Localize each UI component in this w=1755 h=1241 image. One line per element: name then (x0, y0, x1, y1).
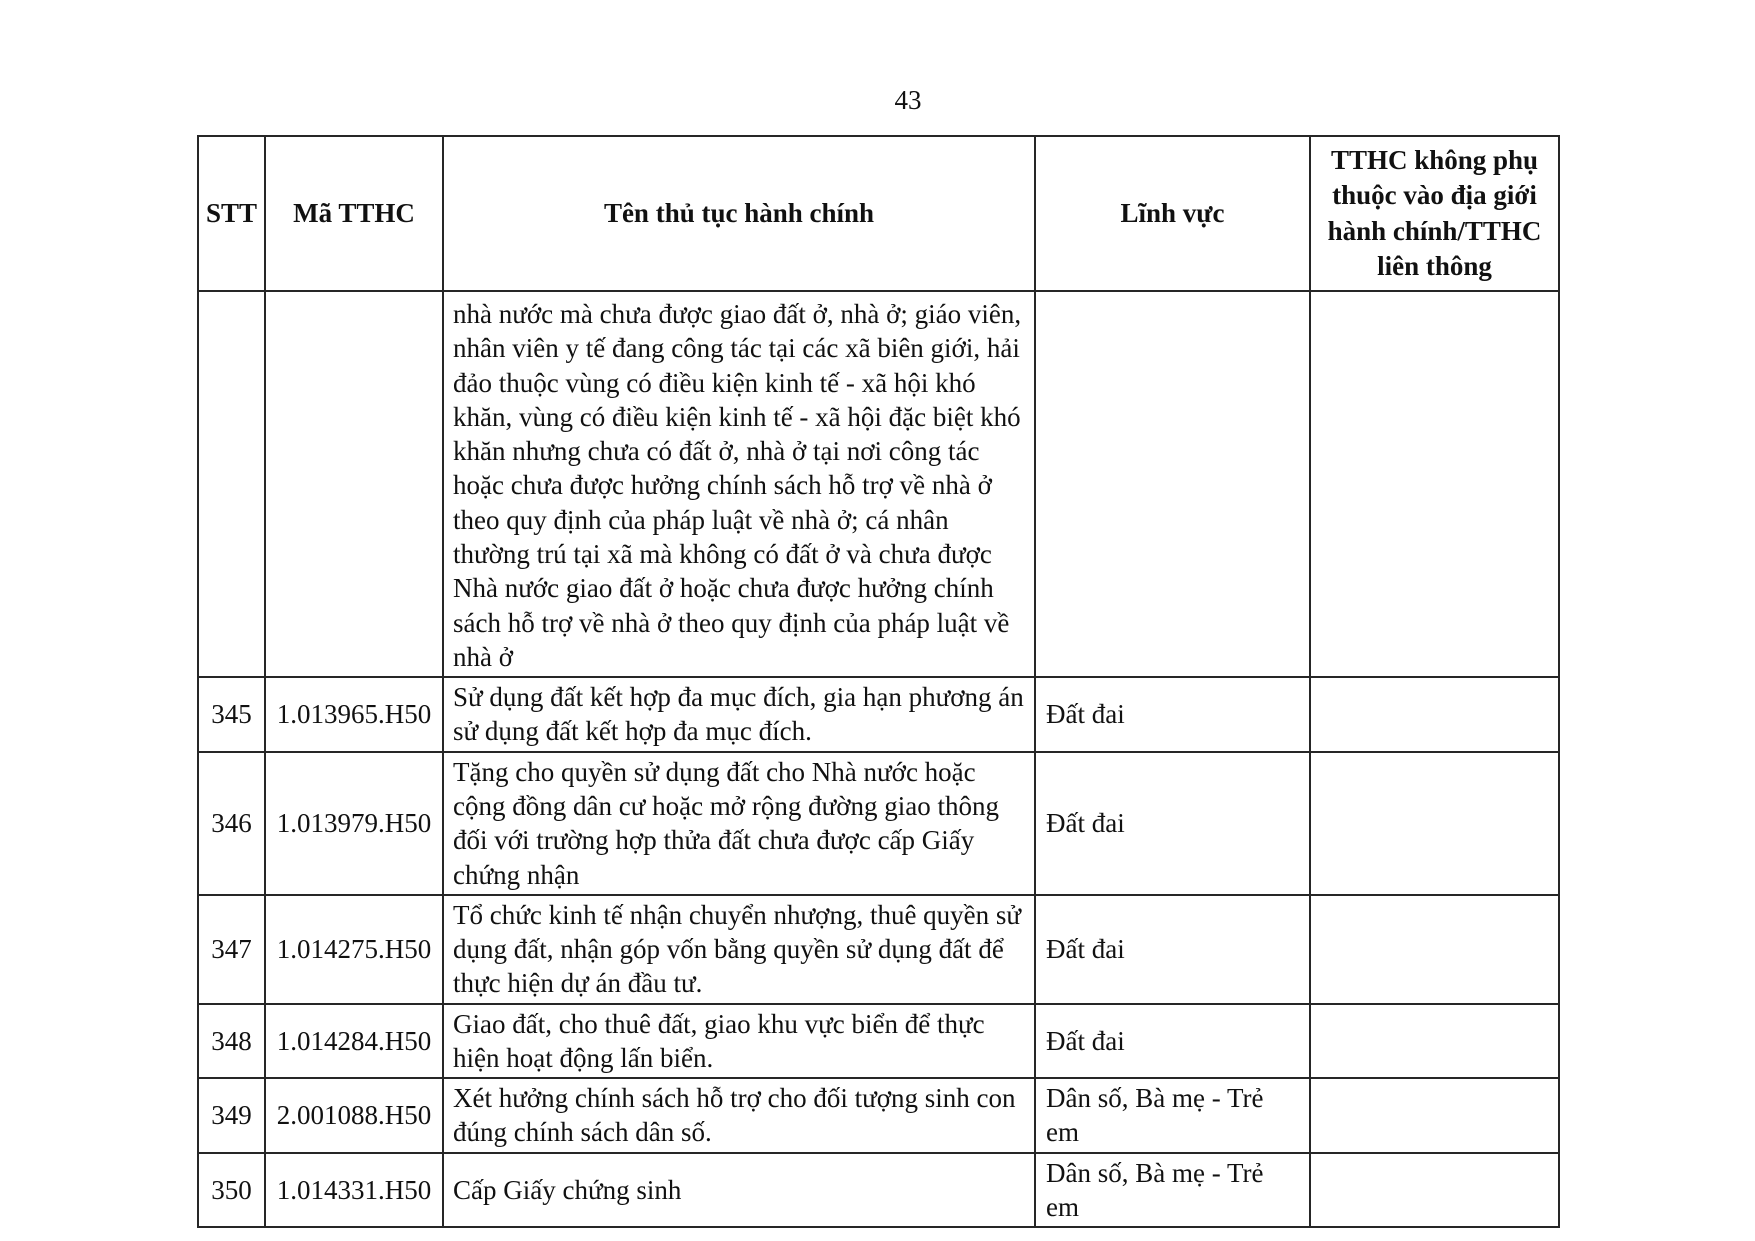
table-row (198, 752, 1559, 895)
cell-stt: 346 (198, 752, 265, 895)
cell-linh-vuc: Đất đai (1035, 677, 1310, 752)
cell-ghi-chu (1310, 895, 1559, 1004)
cell-ghi-chu (1310, 752, 1559, 895)
cell-ten-thu-tuc: Cấp Giấy chứng sinh (443, 1153, 1035, 1228)
cell-linh-vuc: Dân số, Bà mẹ - Trẻ em (1035, 1078, 1310, 1153)
table-row (198, 1153, 1559, 1228)
cell-stt: 350 (198, 1153, 265, 1228)
cell-ghi-chu (1310, 1004, 1559, 1079)
table-row (198, 291, 1559, 677)
cell-ma-tthc: 1.014284.H50 (265, 1004, 443, 1079)
cell-ma-tthc (265, 291, 443, 677)
cell-stt: 345 (198, 677, 265, 752)
cell-stt: 349 (198, 1078, 265, 1153)
header-tthc-khong-phu-thuoc: TTHC không phụ thuộc vào địa giới hành chính/TTHC liên thông (1310, 136, 1559, 291)
header-ma-tthc: Mã TTHC (265, 136, 443, 291)
table-row (198, 677, 1559, 752)
cell-stt: 348 (198, 1004, 265, 1079)
table-row (198, 895, 1559, 1004)
cell-ten-thu-tuc: Tặng cho quyền sử dụng đất cho Nhà nước hoặc cộng đồng dân cư hoặc mở rộng đường giao thông đối với trường hợp thửa đất chưa được cấp Giấy chứng nhận (443, 752, 1035, 895)
cell-linh-vuc: Đất đai (1035, 895, 1310, 1004)
cell-ten-thu-tuc: Tổ chức kinh tế nhận chuyển nhượng, thuê quyền sử dụng đất, nhận góp vốn bằng quyền sử dụng đất để thực hiện dự án đầu tư. (443, 895, 1035, 1004)
cell-ten-thu-tuc: Giao đất, cho thuê đất, giao khu vực biển để thực hiện hoạt động lấn biển. (443, 1004, 1035, 1079)
cell-ten-thu-tuc: nhà nước mà chưa được giao đất ở, nhà ở; giáo viên, nhân viên y tế đang công tác tại các xã biên giới, hải đảo thuộc vùng có điều kiện kinh tế - xã hội khó khăn, vùng có điều kiện kinh tế - xã hội đặc biệt khó khăn nhưng chưa có đất ở, nhà ở tại nơi công tác hoặc chưa được hưởng chính sách hỗ trợ về nhà ở theo quy định của pháp luật về nhà ở; cá nhân thường trú tại xã mà không có đất ở và chưa được Nhà nước giao đất ở hoặc chưa được hưởng chính sách hỗ trợ về nhà ở theo quy định của pháp luật về nhà ở (443, 291, 1035, 677)
cell-ghi-chu (1310, 1153, 1559, 1228)
procedures-table (197, 135, 1560, 1228)
cell-stt: 347 (198, 895, 265, 1004)
cell-ma-tthc: 2.001088.H50 (265, 1078, 443, 1153)
cell-stt (198, 291, 265, 677)
cell-linh-vuc: Đất đai (1035, 752, 1310, 895)
cell-ma-tthc: 1.014331.H50 (265, 1153, 443, 1228)
cell-linh-vuc: Dân số, Bà mẹ - Trẻ em (1035, 1153, 1310, 1228)
cell-linh-vuc: Đất đai (1035, 1004, 1310, 1079)
cell-ghi-chu (1310, 1078, 1559, 1153)
cell-ma-tthc: 1.014275.H50 (265, 895, 443, 1004)
header-stt: STT (198, 136, 265, 291)
cell-ma-tthc: 1.013965.H50 (265, 677, 443, 752)
cell-ghi-chu (1310, 291, 1559, 677)
cell-ma-tthc: 1.013979.H50 (265, 752, 443, 895)
page-number: 43 (894, 85, 922, 115)
table-body (198, 291, 1559, 1227)
cell-ten-thu-tuc: Sử dụng đất kết hợp đa mục đích, gia hạn phương án sử dụng đất kết hợp đa mục đích. (443, 677, 1035, 752)
cell-ghi-chu (1310, 677, 1559, 752)
table-row (198, 1078, 1559, 1153)
cell-linh-vuc (1035, 291, 1310, 677)
table-header-row (198, 136, 1559, 291)
table-row (198, 1004, 1559, 1079)
header-ten-thu-tuc: Tên thủ tục hành chính (443, 136, 1035, 291)
header-linh-vuc: Lĩnh vực (1035, 136, 1310, 291)
cell-ten-thu-tuc: Xét hưởng chính sách hỗ trợ cho đối tượng sinh con đúng chính sách dân số. (443, 1078, 1035, 1153)
